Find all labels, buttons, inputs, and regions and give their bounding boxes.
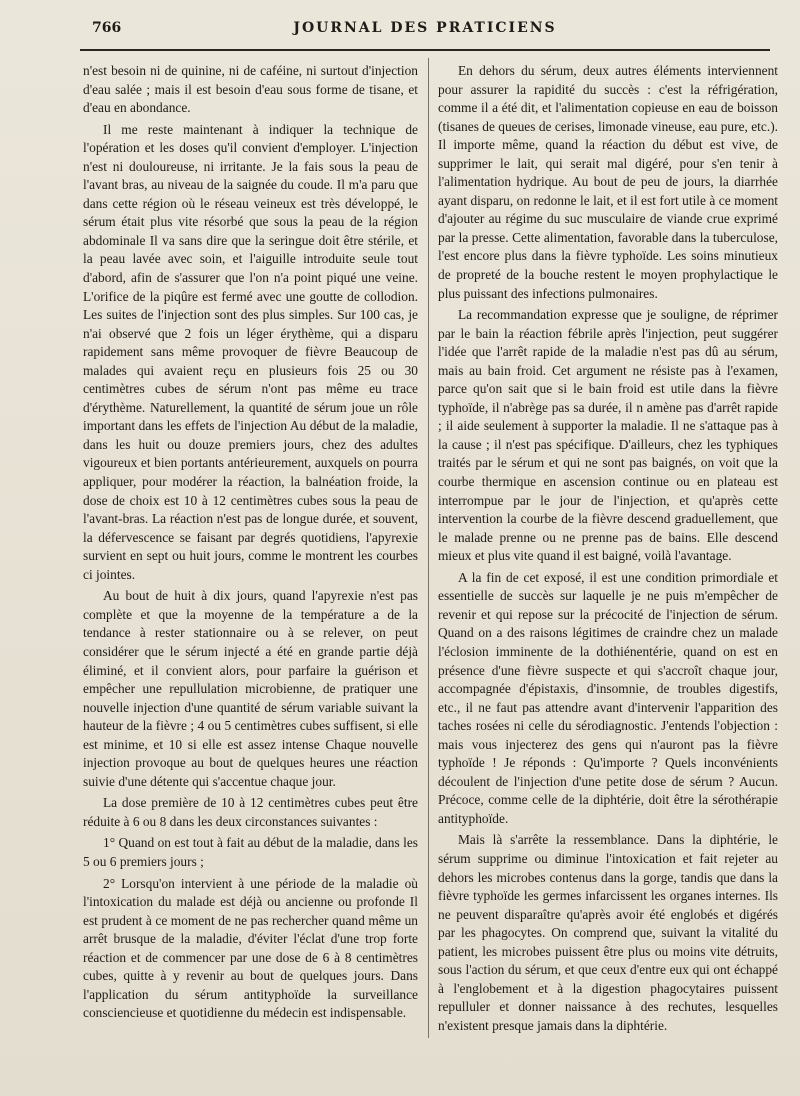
left-column	[83, 62, 418, 1026]
paragraph: 1° Quand on est tout à fait au début de la maladie, dans les 5 ou 6 premiers jours ;	[83, 835, 418, 869]
paragraph: n'est besoin ni de quinine, ni de caféine, ni surtout d'injection d'eau salée ; mais il est besoin d'eau sous forme de tisane, et d'eau en abondance.	[83, 63, 418, 116]
paragraph: Au bout de huit à dix jours, quand l'apyrexie n'est pas complète et que la moyenne de la température a de la tendance à rester stationnaire ou à se relever, on peut considérer que le sérum injecté a été en grande partie déjà éliminé, et il convient alors, pour parfaire la guérison et empêcher une repullulation microbienne, de pratiquer une nouvelle injection d'une quantité de sérum variable suivant la hauteur de la fièvre ; 4 ou 5 centimètres cubes suffisent, si elle est minime, et 10 si elle est assez intense Chaque nouvelle injection provoque au bout de quelques heures une réaction suivie d'une détente qui s'accentue chaque jour.	[83, 588, 418, 789]
column-divider	[428, 58, 429, 1038]
right-column	[438, 62, 778, 1038]
journal-title: JOURNAL DES PRATICIENS	[293, 20, 557, 36]
paragraph: En dehors du sérum, deux autres éléments interviennent pour assurer la rapidité du succès : c'est la réfrigération, comme il a été dit, et l'alimentation copieuse en eau de boisson (tisanes de queues de cerises, limonade vineuse, eau pure, etc.). Il importe même, quand la réaction du début est vive, de supprimer le lait, qui serait mal digéré, pour s'en tenir à l'alimentation hydrique. Au bout de peu de jours, la diarrhée ayant disparu, on redonne le lait, et il est fort utile à ce moment d'ajouter au régime du suc musculaire de viande crue exprimé par la presse. Cette alimentation, favorable dans la tuberculose, l'est encore plus dans la fièvre typhoïde. Les soins minutieux de propreté de la bouche restent le moyen prophylactique le plus puissant des infections pulmonaires.	[438, 63, 778, 301]
header-rule	[80, 49, 770, 51]
paragraph: Mais là s'arrête la ressemblance. Dans la diphtérie, le sérum supprime ou diminue l'intoxication et fait rejeter au dehors les microbes contenus dans la gorge, tandis que dans la fièvre typhoïde les germes infarcissent les organes internes. Ils ne peuvent disparaître qu'après avoir été englobés et digérés par les phagocytes. On comprend que, suivant la vitalité du patient, les microbes puissent être plus ou moins vite détruits, sous l'action du sérum, et que ceux d'entre eux qui ont échappé à l'englobement et à la digestion phagocytaires puissent repulluler et donner naissance à des rechutes, lesquelles n'existent presque jamais dans la diphtérie.	[438, 832, 778, 1033]
page-number: 766	[92, 20, 122, 36]
paragraph: 2° Lorsqu'on intervient à une période de la maladie où l'intoxication du malade est déjà ou ancienne ou profonde Il est prudent à ce moment de ne pas rechercher quand même un arrêt brusque de la maladie, d'éviter l'éclat d'une trop forte réaction et de commencer par une dose de 6 à 8 centimètres cubes, quitte à y revenir au bout de quelques jours. Dans l'application du sérum antityphoïde la surveillance consciencieuse et quotidienne du médecin est indispensable.	[83, 875, 418, 1021]
paragraph: Il me reste maintenant à indiquer la technique de l'opération et les doses qu'il convient d'employer. L'injection n'est ni douloureuse, ni irritante. Je la fais sous la peau de l'avant bras, au niveau de la saignée du coude. Il m'a paru que dans cette région où le réseau veineux est très développé, le sérum était plus vite résorbé que sous la peau de la région abdominale Il va sans dire que la seringue doit être stérile, et la peau lavée avec soin, et l'aiguille introduite seule tout d'abord, afin de s'assurer que l'on n'a point piqué une veine. L'orifice de la piqûre est fermé avec une goutte de collodion. Les suites de l'injection sont des plus simples. Sur 100 cas, je n'ai observé que 2 fois un léger érythème, qui a disparu rapidement sans même provoquer de fièvre Beaucoup de malades qui avaient reçu en plusieurs fois 25 ou 30 centimètres cubes de sérum n'ont pas même eu trace d'érythème. Naturellement, la quantité de sérum joue un rôle important dans les effets de l'injection Au début de la maladie, dans les huit ou douze premiers jours, chez des adultes vigoureux et bien portants antérieurement, auxquels on pourra appliquer, pour modérer la réaction, la balnéation froide, la dose de choix est 10 à 12 centimètres cubes sous la peau de l'avant-bras. La réaction n'est pas de longue durée, et souvent, la défervescence se faisant par degrés quotidiens, l'apyrexie survient en sept ou huit jours, comme le montrent les courbes ci jointes.	[83, 121, 418, 582]
page-header	[80, 20, 770, 46]
paragraph: La dose première de 10 à 12 centimètres cubes peut être réduite à 6 ou 8 dans les deux circonstances suivantes :	[83, 795, 418, 829]
paragraph: A la fin de cet exposé, il est une condition primordiale et essentielle de succès sur laquelle je ne puis m'empêcher de revenir et qui repose sur la précocité de l'injection de sérum. Quand on a des raisons légitimes de craindre chez un malade l'éclosion imminente de la dothiénentérie, quand on est en présence d'une fièvre suspecte et qui s'accroît chaque jour, accompagnée d'épistaxis, d'insomnie, de troubles digestifs, etc., il ne faut pas attendre avant d'intervenir l'apparition des taches rosées ni celle du sérodiagnostic. J'entends l'objection : mais vous injecterez des gens qui n'auront pas la fièvre typhoïde ! Je réponds : Qu'importe ? Quels inconvénients découlent de l'injection d'une petite dose de sérum ? Aucun. Précoce, comme celle de la diphtérie, doit être la sérothérapie antityphoïde.	[438, 569, 778, 826]
paragraph: La recommandation expresse que je souligne, de réprimer par le bain la réaction fébrile après l'injection, peut suggérer l'idée que l'arrêt rapide de la maladie n'est pas dû au sérum, mais au bain froid. Cet argument ne résiste pas à l'examen, parce qu'on sait que si le bain froid est utile dans la fièvre typhoïde, il n'abrège pas sa durée, il n amène pas d'arrêt rapide ; il aide seulement à supporter la maladie. Il ne s'attaque pas à la cause ; il n'est pas spécifique. D'ailleurs, chez les typhiques traités par le sérum et qui ne sont pas baignés, on voit que la courbe thermique en ascension continue ou en plateau est interrompue par le jour de l'injection, et qu'après cette intervention la courbe de la fièvre descend graduellement, que le malade prenne ou ne prenne pas de bains. Elle descend mieux et plus vite quand il est baigné, voilà l'avantage.	[438, 307, 778, 564]
